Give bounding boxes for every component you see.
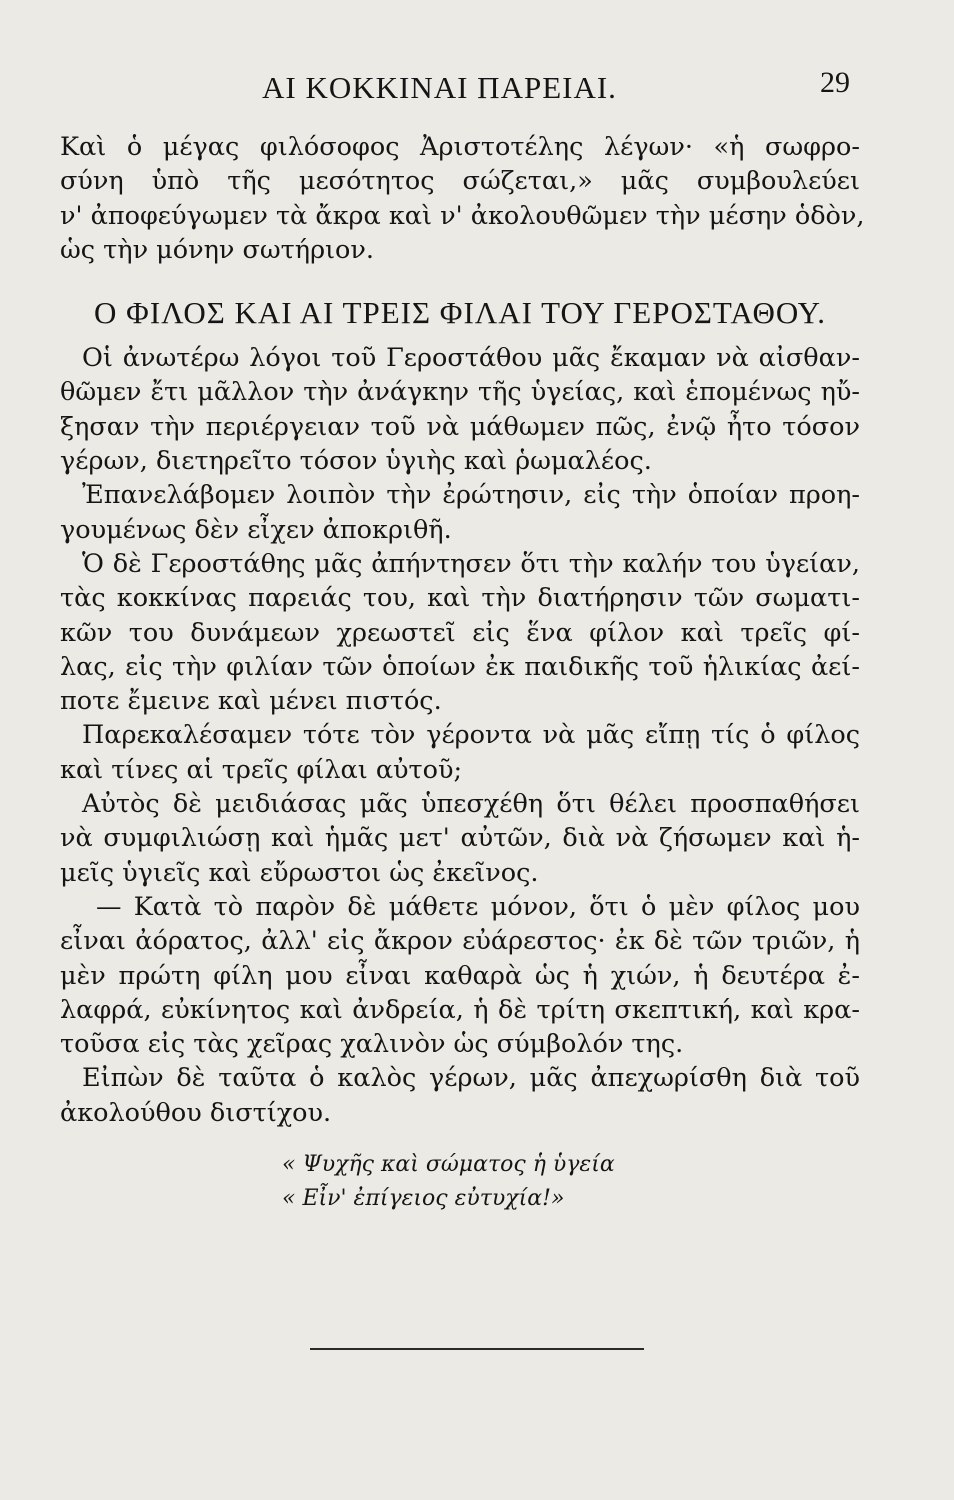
text-line: λαφρά, εὐκίνητος καὶ ἀνδρεία, ἡ δὲ τρίτη σκεπτική, καὶ κρα- <box>60 994 860 1025</box>
body-text <box>60 130 865 1216</box>
running-head <box>0 60 954 104</box>
text-line: θῶμεν ἔτι μᾶλλον τὴν ἀνάγκην τῆς ὑγείας, καὶ ἑπομένως ηὔ- <box>60 377 860 408</box>
section-heading: Ο ΦΙΛΟΣ ΚΑΙ ΑΙ ΤΡΕΙΣ ΦΙΛΑΙ ΤΟΥ ΓΕΡΟΣΤΑΘΟΥ. <box>94 295 826 331</box>
text-line: Οἱ ἀνωτέρω λόγοι τοῦ Γεροστάθου μᾶς ἔκαμαν νὰ αἰσθαν- <box>82 343 860 374</box>
text-line: κῶν του δυνάμεων χρεωστεῖ εἰς ἕνα φίλον καὶ τρεῖς φί- <box>60 617 860 648</box>
text-line: εἶναι ἀόρατος, ἀλλ' εἰς ἄκρον εὐάρεστος· ἐκ δὲ τῶν τριῶν, ἡ <box>60 926 860 957</box>
text-line: γουμένως δὲν εἶχεν ἀποκριθῆ. <box>60 514 452 545</box>
text-line: τοῦσα εἰς τὰς χεῖρας χαλινὸν ὡς σύμβολόν της. <box>60 1029 684 1060</box>
spacer <box>60 267 860 285</box>
text-line: σύνη ὑπὸ τῆς μεσότητος σώζεται,» μᾶς συμβουλεύει <box>60 166 860 197</box>
text-line: λας, εἰς τὴν φιλίαν τῶν ὁποίων ἐκ παιδικῆς τοῦ ἡλικίας ἀεί- <box>60 651 860 682</box>
text-line: Παρεκαλέσαμεν τότε τὸν γέροντα νὰ μᾶς εἴπῃ τίς ὁ φίλος <box>82 720 860 751</box>
text-line: — Κατὰ τὸ παρὸν δὲ μάθετε μόνον, ὅτι ὁ μὲν φίλος μου <box>96 891 860 922</box>
text-line: Εἰπὼν δὲ ταῦτα ὁ καλὸς γέρων, μᾶς ἀπεχωρίσθη διὰ τοῦ <box>82 1063 860 1094</box>
text-line: Ὁ δὲ Γεροστάθης μᾶς ἀπήντησεν ὅτι τὴν καλήν του ὑγείαν, <box>82 548 860 579</box>
text-line: τὰς κοκκίνας παρειάς του, καὶ τὴν διατήρησιν τῶν σωματι- <box>60 583 860 614</box>
text-line: ξησαν τὴν περιέργειαν τοῦ νὰ μάθωμεν πῶς, ἐνῷ ἦτο τόσον <box>60 411 860 442</box>
spacer <box>60 1130 860 1148</box>
running-title: AI KOKKINAI ΠAPEIAI. <box>262 70 617 105</box>
text-line: Ἐπανελάβομεν λοιπὸν τὴν ἐρώτησιν, εἰς τὴν ὁποίαν προη- <box>82 480 860 511</box>
text-line: καὶ τίνες αἱ τρεῖς φίλαι αὐτοῦ; <box>60 754 463 785</box>
verse-line: « Ψυχῆς καὶ σώματος ἡ ὑγεία <box>282 1152 615 1178</box>
page-number: 29 <box>820 66 850 99</box>
text-line: γέρων, διετηρεῖτο τόσον ὑγιὴς καὶ ῥωμαλέος. <box>60 446 652 477</box>
end-rule <box>310 1348 644 1350</box>
text-line: Αὐτὸς δὲ μειδιάσας μᾶς ὑπεσχέθη ὅτι θέλει προσπαθήσει <box>82 789 860 820</box>
text-line: μὲν πρώτη φίλη μου εἶναι καθαρὰ ὡς ἡ χιών, ἡ δευτέρα ἐ- <box>60 960 860 991</box>
text-line: ὡς τὴν μόνην σωτήριον. <box>60 234 375 265</box>
verse-line: « Εἶν' ἐπίγειος εὐτυχία!» <box>282 1186 565 1212</box>
text-line: ποτε ἔμεινε καὶ μένει πιστός. <box>60 686 442 717</box>
text-line: νὰ συμφιλιώσῃ καὶ ἡμᾶς μετ' αὐτῶν, διὰ νὰ ζήσωμεν καὶ ἡ- <box>60 823 860 854</box>
text-line: ν' ἀποφεύγωμεν τὰ ἄκρα καὶ ν' ἀκολουθῶμεν τὴν μέσην ὁδὸν, <box>60 200 865 231</box>
text-line: μεῖς ὑγιεῖς καὶ εὔρωστοι ὡς ἐκεῖνος. <box>60 857 539 888</box>
text-line: Καὶ ὁ μέγας φιλόσοφος Ἀριστοτέλης λέγων· «ἡ σωφρο- <box>60 132 860 162</box>
text-line: ἀκολούθου διστίχου. <box>60 1097 332 1128</box>
